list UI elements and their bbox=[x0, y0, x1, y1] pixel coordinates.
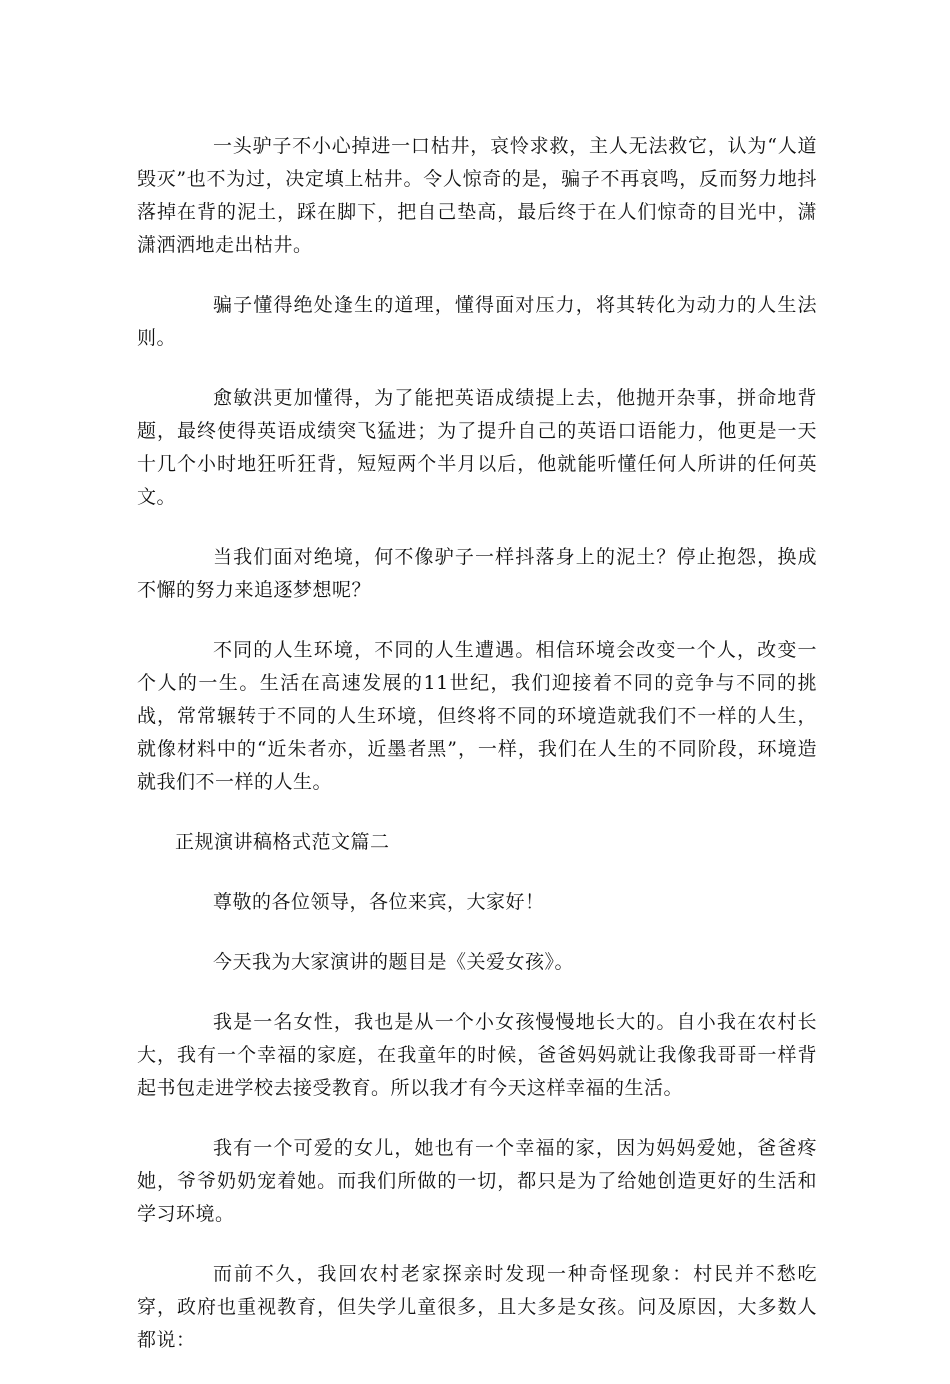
paragraph-daughter: 我有一个可爱的女儿，她也有一个幸福的家，因为妈妈爱她，爸爸疼她，爷爷奶奶宠着她。而我们所做的一切，都只是为了给她创造更好的生活和学习环境。 bbox=[137, 1137, 817, 1225]
paragraph-donkey-lesson: 骗子懂得绝处逢生的道理，懂得面对压力，将其转化为动力的人生法则。 bbox=[137, 294, 817, 349]
paragraph-yu-minhong: 愈敏洪更加懂得，为了能把英语成绩提上去，他抛开杂事，拼命地背题，最终使得英语成绩突飞猛进；为了提升自己的英语口语能力，他更是一天十几个小时地狂听狂背，短短两个半月以后，他就能听懂任何人所讲的任何英文。 bbox=[137, 387, 817, 508]
paragraph-village-visit: 而前不久，我回农村老家探亲时发现一种奇怪现象：村民并不愁吃穿，政府也重视教育，但失学儿童很多，且大多是女孩。问及原因，大多数人都说： bbox=[137, 1263, 817, 1351]
section-heading: 正规演讲稿格式范文篇二 bbox=[175, 831, 390, 853]
paragraph-greeting: 尊敬的各位领导，各位来宾，大家好！ bbox=[213, 891, 545, 913]
paragraph-childhood: 我是一名女性，我也是从一个小女孩慢慢地长大的。自小我在农村长大，我有一个幸福的家庭，在我童年的时候，爸爸妈妈就让我像我哥哥一样背起书包走进学校去接受教育。所以我才有今天这样幸福的生活。 bbox=[137, 1011, 817, 1099]
paragraph-speech-title: 今天我为大家演讲的题目是《关爱女孩》。 bbox=[213, 951, 575, 973]
paragraph-donkey-story: 一头驴子不小心掉进一口枯井，哀怜求救，主人无法救它，认为“人道毁灭”也不为过，决定填上枯井。令人惊奇的是，骗子不再哀鸣，反而努力地抖落掉在背的泥土，踩在脚下，把自己垫高，最后终于在人们惊奇的目光中，潇潇洒洒地走出枯井。 bbox=[137, 135, 817, 256]
paragraph-environment: 不同的人生环境，不同的人生遭遇。相信环境会改变一个人，改变一个人的一生。生活在高速发展的11世纪，我们迎接着不同的竞争与不同的挑战，常常辗转于不同的人生环境，但终将不同的环境造就我们不一样的人生，就像材料中的“近朱者亦，近墨者黑”，一样，我们在人生的不同阶段，环境造就我们不一样的人生。 bbox=[137, 639, 817, 793]
paragraph-facing-adversity: 当我们面对绝境，何不像驴子一样抖落身上的泥土？停止抱怨，换成不懈的努力来追逐梦想呢？ bbox=[137, 546, 817, 601]
document-body bbox=[137, 130, 817, 1384]
